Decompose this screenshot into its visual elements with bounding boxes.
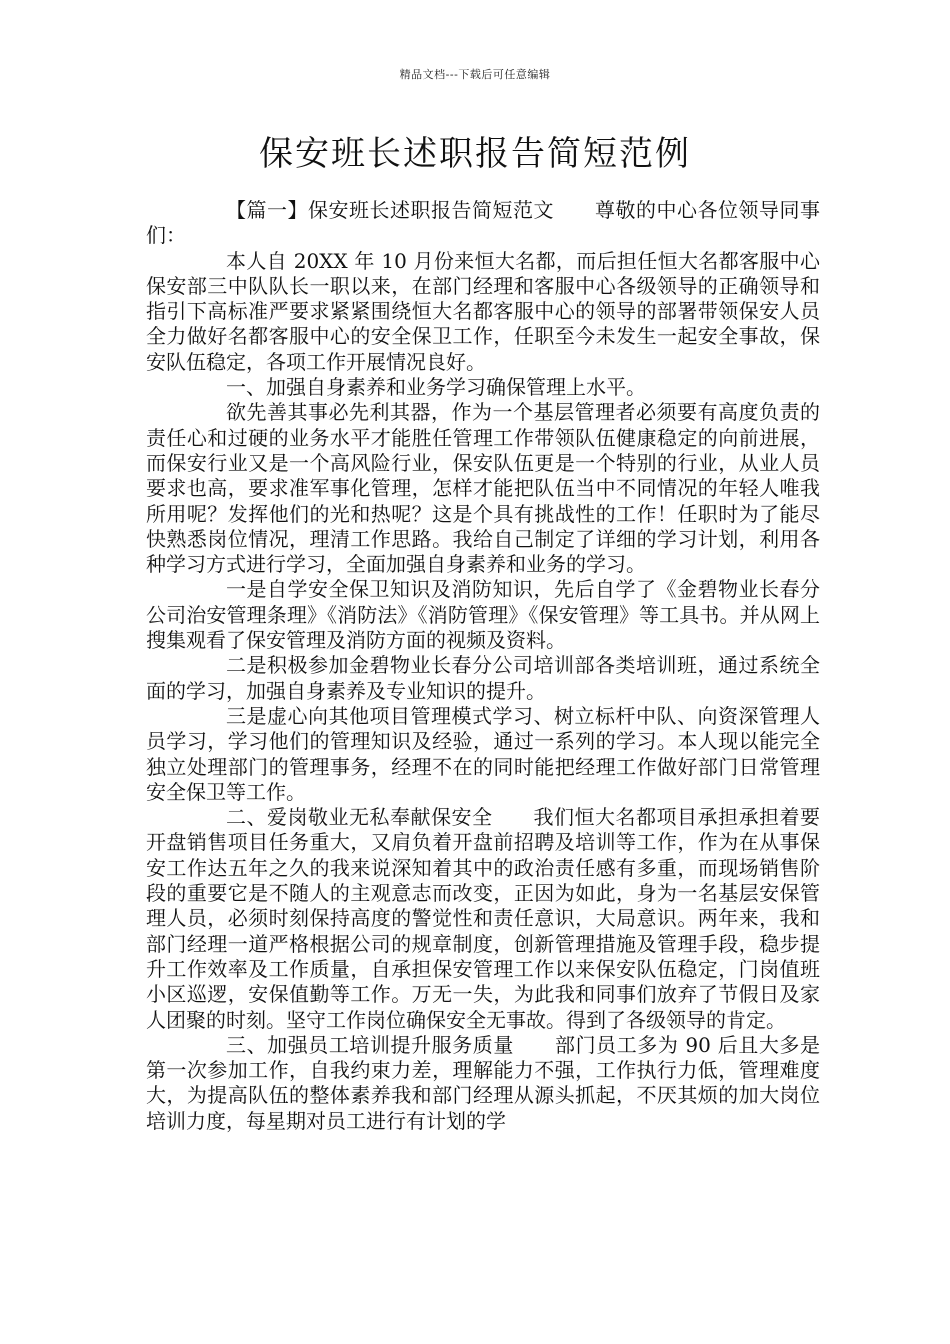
paragraph-point-3: 三是虚心向其他项目管理模式学习、树立标杆中队、向资深管理人员学习，学习他们的管理知识及经验，通过一系列的学习。本人现以能完全独立处理部门的管理事务，经理不在的同时能把经理工作做好部门日常管理安全保卫等工作。: [146, 703, 820, 804]
paragraph-section-2: 二、爱岗敬业无私奉献保安全 我们恒大名都项目承担承担着要开盘销售项目任务重大，又肩负着开盘前招聘及培训等工作，作为在从事保安工作达五年之久的我来说深知着其中的政治责任感有多重，而现场销售阶段的重要它是不随人的主观意志而改变，正因为如此，身为一名基层安保管理人员，必须时刻保持高度的警觉性和责任意识，大局意识。两年来，我和部门经理一道严格根据公司的规章制度，创新管理措施及管理手段，稳步提升工作效率及工作质量，自承担保安管理工作以来保安队伍稳定，门岗值班小区巡逻，安保值勤等工作。万无一失，为此我和同事们放弃了节假日及家人团聚的时刻。坚守工作岗位确保安全无事故。得到了各级领导的肯定。: [146, 805, 820, 1032]
document-body: [146, 198, 820, 1134]
paragraph-point-2: 二是积极参加金碧物业长春分公司培训部各类培训班，通过系统全面的学习，加强自身素养及专业知识的提升。: [146, 653, 820, 703]
section-heading-1: 一、加强自身素养和业务学习确保管理上水平。: [226, 375, 646, 400]
paragraph-section-3: 三、加强员工培训提升服务质量 部门员工多为 90 后且大多是第一次参加工作，自我约束力差，理解能力不强，工作执行力低，管理难度大，为提高队伍的整体素养我和部门经理从源头抓起，不厌其烦的加大岗位培训力度，每星期对员工进行有计划的学: [146, 1032, 820, 1133]
paragraph-introduction: 本人自 20XX 年 10 月份来恒大名都，而后担任恒大名都客服中心保安部三中队队长一职以来，在部门经理和客服中心各级领导的正确领导和指引下高标准严要求紧紧围绕恒大名都客服中心的领导的部署带领保安人员全力做好名都客服中心的安全保卫工作，任职至今未发生一起安全事故，保安队伍稳定，各项工作开展情况良好。: [146, 248, 820, 374]
document-title: 保安班长述职报告简短范例: [259, 134, 691, 174]
paragraph-salutation: 【篇一】保安班长述职报告简短范文 尊敬的中心各位领导同事们：: [146, 198, 820, 248]
paragraph-section-1: 欲先善其事必先利其器，作为一个基层管理者必须要有高度负责的责任心和过硬的业务水平才能胜任管理工作带领队伍健康稳定的向前进展，而保安行业又是一个高风险行业，保安队伍更是一个特别的行业，从业人员要求也高，要求准军事化管理，怎样才能把队伍当中不同情况的年轻人唯我所用呢？发挥他们的光和热呢？这是个具有挑战性的工作！任职时为了能尽快熟悉岗位情况，理清工作思路。我给自己制定了详细的学习计划，利用各种学习方式进行学习，全面加强自身素养和业务的学习。: [146, 400, 820, 577]
page-header-note: 精品文档---下载后可任意编辑: [399, 68, 551, 81]
paragraph-point-1: 一是自学安全保卫知识及消防知识，先后自学了《金碧物业长春分公司治安管理条理》《消防法》《消防管理》《保安管理》等工具书。并从网上搜集观看了保安管理及消防方面的视频及资料。: [146, 577, 820, 653]
